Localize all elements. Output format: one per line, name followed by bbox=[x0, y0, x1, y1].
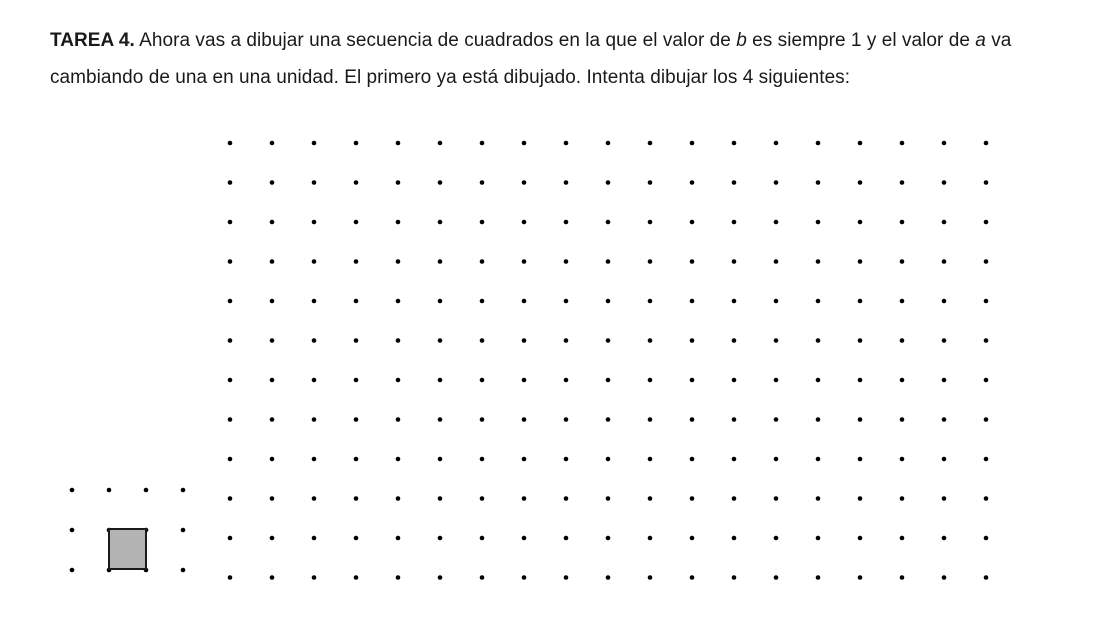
drawing-grid-dot[interactable] bbox=[774, 299, 779, 304]
task-text-part-1: Ahora vas a dibujar una secuencia de cuadrados en la que el valor de bbox=[134, 30, 737, 51]
drawing-grid-dot[interactable] bbox=[438, 417, 443, 422]
drawing-grid-dot[interactable] bbox=[900, 417, 905, 422]
drawing-grid-dot[interactable] bbox=[564, 457, 569, 462]
drawing-grid-dot[interactable] bbox=[564, 575, 569, 580]
drawing-grid-dot[interactable] bbox=[900, 259, 905, 264]
drawing-grid-dot[interactable] bbox=[774, 417, 779, 422]
drawing-grid-dot[interactable] bbox=[858, 338, 863, 343]
drawing-grid-dot[interactable] bbox=[396, 496, 401, 501]
drawing-grid-dot[interactable] bbox=[690, 259, 695, 264]
drawing-grid-dot[interactable] bbox=[396, 378, 401, 383]
drawing-grid-dot[interactable] bbox=[732, 299, 737, 304]
drawing-grid-dot[interactable] bbox=[774, 536, 779, 541]
drawing-grid-dot[interactable] bbox=[438, 220, 443, 225]
drawing-grid-dot[interactable] bbox=[564, 180, 569, 185]
drawing-grid-dot[interactable] bbox=[732, 180, 737, 185]
drawing-grid-dot[interactable] bbox=[228, 220, 233, 225]
example-grid-dot bbox=[107, 488, 112, 493]
drawing-grid-dot[interactable] bbox=[774, 457, 779, 462]
drawing-grid-dot[interactable] bbox=[396, 220, 401, 225]
drawing-grid-dot[interactable] bbox=[522, 180, 527, 185]
drawing-grid-dot[interactable] bbox=[438, 180, 443, 185]
drawing-grid-dot[interactable] bbox=[606, 259, 611, 264]
drawing-grid-dot[interactable] bbox=[354, 457, 359, 462]
drawing-grid-dot[interactable] bbox=[270, 575, 275, 580]
drawing-grid-dot[interactable] bbox=[648, 496, 653, 501]
example-grid-dot bbox=[70, 528, 75, 533]
drawing-grid-dot[interactable] bbox=[354, 141, 359, 146]
drawing-grid-dot[interactable] bbox=[858, 536, 863, 541]
drawing-grid-dot[interactable] bbox=[270, 417, 275, 422]
drawing-grid-dot[interactable] bbox=[312, 575, 317, 580]
drawing-grid-dot[interactable] bbox=[858, 180, 863, 185]
drawing-grid-dot[interactable] bbox=[522, 299, 527, 304]
drawing-grid-dot[interactable] bbox=[228, 378, 233, 383]
drawing-grid-dot[interactable] bbox=[270, 220, 275, 225]
drawing-grid-dot[interactable] bbox=[606, 417, 611, 422]
drawing-grid-dot[interactable] bbox=[858, 259, 863, 264]
drawing-grid-dot[interactable] bbox=[942, 338, 947, 343]
drawing-grid-dot[interactable] bbox=[522, 575, 527, 580]
drawing-grid-dot[interactable] bbox=[858, 141, 863, 146]
drawing-grid-dot[interactable] bbox=[354, 536, 359, 541]
task-text-part-2: es siempre 1 y el valor de bbox=[746, 30, 976, 51]
drawing-grid-dot[interactable] bbox=[480, 575, 485, 580]
drawing-grid-dot[interactable] bbox=[270, 496, 275, 501]
drawing-grid-dot[interactable] bbox=[816, 457, 821, 462]
drawing-grid-dot[interactable] bbox=[690, 575, 695, 580]
drawing-grid-dot[interactable] bbox=[564, 299, 569, 304]
drawing-grid-dot[interactable] bbox=[732, 417, 737, 422]
drawing-grid-dot[interactable] bbox=[774, 378, 779, 383]
drawing-grid-dot[interactable] bbox=[942, 180, 947, 185]
drawing-grid-dot[interactable] bbox=[270, 180, 275, 185]
drawing-grid-dot[interactable] bbox=[396, 141, 401, 146]
drawing-grid-dot[interactable] bbox=[480, 259, 485, 264]
drawing-grid-dot[interactable] bbox=[690, 220, 695, 225]
task-label: TAREA 4. bbox=[50, 30, 135, 51]
drawing-grid-dot[interactable] bbox=[648, 220, 653, 225]
drawing-grid-dot[interactable] bbox=[942, 536, 947, 541]
drawing-grid-dot[interactable] bbox=[522, 417, 527, 422]
drawing-grid-dot[interactable] bbox=[648, 536, 653, 541]
drawing-grid-dot[interactable] bbox=[690, 496, 695, 501]
drawing-grid-dot[interactable] bbox=[816, 338, 821, 343]
drawing-grid-dot[interactable] bbox=[858, 457, 863, 462]
drawing-grid-dot[interactable] bbox=[270, 338, 275, 343]
drawing-grid-dot[interactable] bbox=[648, 338, 653, 343]
drawing-grid-dot[interactable] bbox=[228, 259, 233, 264]
drawing-grid-dot[interactable] bbox=[228, 575, 233, 580]
drawing-grid-dot[interactable] bbox=[774, 180, 779, 185]
drawing-grid-dot[interactable] bbox=[606, 299, 611, 304]
drawing-grid-dot[interactable] bbox=[606, 496, 611, 501]
drawing-grid-dot[interactable] bbox=[732, 141, 737, 146]
drawing-grid-dot[interactable] bbox=[564, 378, 569, 383]
drawing-grid-dot[interactable] bbox=[858, 378, 863, 383]
drawing-grid-dot[interactable] bbox=[984, 299, 989, 304]
drawing-grid-dot[interactable] bbox=[270, 378, 275, 383]
drawing-grid-dot[interactable] bbox=[648, 141, 653, 146]
drawing-grid-dot[interactable] bbox=[312, 259, 317, 264]
drawing-grid-dot[interactable] bbox=[648, 299, 653, 304]
drawing-grid-dot[interactable] bbox=[900, 536, 905, 541]
drawing-grid-dot[interactable] bbox=[480, 180, 485, 185]
drawing-grid-dot[interactable] bbox=[270, 141, 275, 146]
drawing-grid-dot[interactable] bbox=[270, 299, 275, 304]
drawing-grid-dot[interactable] bbox=[354, 299, 359, 304]
drawing-grid-dot[interactable] bbox=[942, 575, 947, 580]
drawing-grid-dot[interactable] bbox=[312, 180, 317, 185]
drawing-grid-dot[interactable] bbox=[648, 378, 653, 383]
drawing-grid-dot[interactable] bbox=[858, 496, 863, 501]
drawing-grid-dot[interactable] bbox=[564, 259, 569, 264]
drawing-grid-dot[interactable] bbox=[312, 457, 317, 462]
drawing-grid-dot[interactable] bbox=[984, 259, 989, 264]
drawing-grid-dot[interactable] bbox=[606, 575, 611, 580]
drawing-grid-dot[interactable] bbox=[564, 338, 569, 343]
drawing-grid-dot[interactable] bbox=[816, 259, 821, 264]
drawing-grid-dot[interactable] bbox=[690, 299, 695, 304]
drawing-grid-dot[interactable] bbox=[900, 338, 905, 343]
drawing-grid-dot[interactable] bbox=[480, 338, 485, 343]
drawing-grid-dot[interactable] bbox=[564, 141, 569, 146]
example-grid-dot bbox=[181, 568, 186, 573]
drawing-grid-dot[interactable] bbox=[228, 299, 233, 304]
drawing-grid-dot[interactable] bbox=[312, 496, 317, 501]
drawing-grid-dot[interactable] bbox=[396, 299, 401, 304]
drawing-grid-dot[interactable] bbox=[774, 259, 779, 264]
drawing-grid-dot[interactable] bbox=[438, 141, 443, 146]
drawing-grid-dot[interactable] bbox=[900, 575, 905, 580]
drawing-grid-dot[interactable] bbox=[984, 496, 989, 501]
drawing-grid-dot[interactable] bbox=[354, 180, 359, 185]
drawing-grid-dot[interactable] bbox=[732, 536, 737, 541]
drawing-grid-dot[interactable] bbox=[900, 180, 905, 185]
drawing-grid-dot[interactable] bbox=[480, 536, 485, 541]
drawing-grid-dot[interactable] bbox=[942, 496, 947, 501]
drawing-grid-dot[interactable] bbox=[354, 220, 359, 225]
drawing-grid-dot[interactable] bbox=[480, 417, 485, 422]
drawing-grid-dot[interactable] bbox=[522, 259, 527, 264]
example-square bbox=[109, 529, 146, 569]
drawing-grid-dot[interactable] bbox=[900, 299, 905, 304]
drawing-grid-dot[interactable] bbox=[774, 575, 779, 580]
drawing-grid-dot[interactable] bbox=[312, 338, 317, 343]
drawing-grid-dot[interactable] bbox=[396, 338, 401, 343]
drawing-grid-dot[interactable] bbox=[816, 417, 821, 422]
drawing-grid-dot[interactable] bbox=[816, 378, 821, 383]
task-text-part-3: va cambiando de una en una unidad. El primero ya está dibujado. Intenta dibujar los 4 siguientes: bbox=[50, 30, 1012, 88]
drawing-grid-dot[interactable] bbox=[774, 338, 779, 343]
drawing-grid-dot[interactable] bbox=[522, 141, 527, 146]
example-grid-dot bbox=[70, 568, 75, 573]
drawing-grid-dot[interactable] bbox=[984, 417, 989, 422]
drawing-grid-dot[interactable] bbox=[648, 417, 653, 422]
drawing-grid-dot[interactable] bbox=[396, 259, 401, 264]
drawing-grid-dot[interactable] bbox=[690, 417, 695, 422]
drawing-grid-dot[interactable] bbox=[732, 496, 737, 501]
drawing-grid-dot[interactable] bbox=[396, 457, 401, 462]
drawing-grid-dot[interactable] bbox=[984, 575, 989, 580]
drawing-grid-dot[interactable] bbox=[648, 575, 653, 580]
drawing-grid-dot[interactable] bbox=[942, 259, 947, 264]
drawing-grid-dot[interactable] bbox=[312, 299, 317, 304]
drawing-grid-dot[interactable] bbox=[690, 338, 695, 343]
drawing-grid-dot[interactable] bbox=[732, 378, 737, 383]
drawing-dot-grid[interactable] bbox=[228, 141, 989, 580]
drawing-grid-dot[interactable] bbox=[354, 338, 359, 343]
drawing-grid-dot[interactable] bbox=[564, 496, 569, 501]
variable-b: b bbox=[736, 30, 747, 51]
drawing-grid-dot[interactable] bbox=[648, 259, 653, 264]
drawing-grid-dot[interactable] bbox=[438, 457, 443, 462]
drawing-grid-dot[interactable] bbox=[816, 220, 821, 225]
drawing-grid-dot[interactable] bbox=[228, 457, 233, 462]
drawing-grid-dot[interactable] bbox=[942, 378, 947, 383]
example-grid-dot bbox=[181, 528, 186, 533]
drawing-grid-dot[interactable] bbox=[606, 378, 611, 383]
drawing-grid-dot[interactable] bbox=[312, 536, 317, 541]
drawing-grid-dot[interactable] bbox=[690, 378, 695, 383]
drawing-grid-dot[interactable] bbox=[438, 496, 443, 501]
drawing-grid-dot[interactable] bbox=[396, 536, 401, 541]
drawing-grid-dot[interactable] bbox=[480, 220, 485, 225]
drawing-grid-dot[interactable] bbox=[228, 338, 233, 343]
drawing-grid-dot[interactable] bbox=[690, 536, 695, 541]
drawing-grid-dot[interactable] bbox=[900, 457, 905, 462]
drawing-grid-dot[interactable] bbox=[816, 180, 821, 185]
drawing-grid-dot[interactable] bbox=[522, 457, 527, 462]
drawing-grid-dot[interactable] bbox=[816, 496, 821, 501]
drawing-grid-dot[interactable] bbox=[648, 457, 653, 462]
drawing-grid-dot[interactable] bbox=[606, 220, 611, 225]
drawing-grid-dot[interactable] bbox=[858, 575, 863, 580]
drawing-grid-dot[interactable] bbox=[480, 496, 485, 501]
drawing-grid-dot[interactable] bbox=[270, 457, 275, 462]
drawing-grid-dot[interactable] bbox=[606, 457, 611, 462]
drawing-grid-dot[interactable] bbox=[354, 575, 359, 580]
drawing-grid-dot[interactable] bbox=[228, 417, 233, 422]
drawing-grid-dot[interactable] bbox=[732, 457, 737, 462]
drawing-grid-dot[interactable] bbox=[312, 141, 317, 146]
drawing-grid-dot[interactable] bbox=[732, 575, 737, 580]
drawing-grid-dot[interactable] bbox=[270, 536, 275, 541]
drawing-grid-dot[interactable] bbox=[354, 259, 359, 264]
drawing-grid-dot[interactable] bbox=[984, 457, 989, 462]
drawing-grid-dot[interactable] bbox=[438, 299, 443, 304]
drawing-grid-dot[interactable] bbox=[732, 338, 737, 343]
drawing-grid-dot[interactable] bbox=[438, 536, 443, 541]
example-grid-dot bbox=[70, 488, 75, 493]
drawing-grid-dot[interactable] bbox=[900, 220, 905, 225]
drawing-grid-dot[interactable] bbox=[690, 180, 695, 185]
drawing-grid-dot[interactable] bbox=[606, 180, 611, 185]
drawing-grid-dot[interactable] bbox=[690, 141, 695, 146]
drawing-grid-dot[interactable] bbox=[900, 496, 905, 501]
drawing-grid-dot[interactable] bbox=[648, 180, 653, 185]
drawing-grid-dot[interactable] bbox=[480, 299, 485, 304]
drawing-grid-dot[interactable] bbox=[354, 496, 359, 501]
drawing-grid-dot[interactable] bbox=[858, 417, 863, 422]
drawing-grid-dot[interactable] bbox=[942, 299, 947, 304]
drawing-grid-dot[interactable] bbox=[774, 496, 779, 501]
drawing-grid-dot[interactable] bbox=[354, 378, 359, 383]
drawing-grid-dot[interactable] bbox=[312, 378, 317, 383]
drawing-grid-dot[interactable] bbox=[816, 536, 821, 541]
drawing-grid-dot[interactable] bbox=[270, 259, 275, 264]
drawing-grid-dot[interactable] bbox=[816, 141, 821, 146]
drawing-grid-dot[interactable] bbox=[228, 496, 233, 501]
drawing-grid-dot[interactable] bbox=[984, 220, 989, 225]
drawing-grid-dot[interactable] bbox=[984, 536, 989, 541]
drawing-grid-dot[interactable] bbox=[228, 536, 233, 541]
drawing-grid-dot[interactable] bbox=[480, 457, 485, 462]
drawing-grid-dot[interactable] bbox=[438, 338, 443, 343]
drawing-grid-dot[interactable] bbox=[522, 536, 527, 541]
drawing-grid-dot[interactable] bbox=[438, 378, 443, 383]
drawing-grid-dot[interactable] bbox=[438, 259, 443, 264]
drawing-grid-dot[interactable] bbox=[396, 575, 401, 580]
drawing-grid-dot[interactable] bbox=[816, 299, 821, 304]
drawing-grid-dot[interactable] bbox=[942, 141, 947, 146]
drawing-grid-dot[interactable] bbox=[984, 180, 989, 185]
drawing-grid-dot[interactable] bbox=[228, 141, 233, 146]
drawing-grid-dot[interactable] bbox=[774, 220, 779, 225]
drawing-grid-dot[interactable] bbox=[522, 496, 527, 501]
drawing-grid-dot[interactable] bbox=[354, 417, 359, 422]
drawing-grid-dot[interactable] bbox=[774, 141, 779, 146]
drawing-grid-dot[interactable] bbox=[984, 141, 989, 146]
drawing-grid-dot[interactable] bbox=[942, 457, 947, 462]
drawing-grid-dot[interactable] bbox=[396, 417, 401, 422]
variable-a: a bbox=[975, 30, 986, 51]
drawing-grid-dot[interactable] bbox=[732, 259, 737, 264]
drawing-grid-dot[interactable] bbox=[522, 378, 527, 383]
drawing-grid-dot[interactable] bbox=[312, 417, 317, 422]
drawing-grid-dot[interactable] bbox=[816, 575, 821, 580]
drawing-grid-dot[interactable] bbox=[690, 457, 695, 462]
drawing-grid-dot[interactable] bbox=[606, 338, 611, 343]
drawing-grid-dot[interactable] bbox=[900, 141, 905, 146]
drawing-grid-dot[interactable] bbox=[942, 220, 947, 225]
drawing-grid-dot[interactable] bbox=[606, 536, 611, 541]
drawing-grid-dot[interactable] bbox=[522, 338, 527, 343]
drawing-grid-dot[interactable] bbox=[858, 299, 863, 304]
drawing-grid-dot[interactable] bbox=[480, 378, 485, 383]
drawing-grid-dot[interactable] bbox=[942, 417, 947, 422]
drawing-grid-dot[interactable] bbox=[564, 536, 569, 541]
drawing-grid-dot[interactable] bbox=[396, 180, 401, 185]
drawing-grid-dot[interactable] bbox=[984, 378, 989, 383]
drawing-grid-dot[interactable] bbox=[606, 141, 611, 146]
drawing-grid-dot[interactable] bbox=[312, 220, 317, 225]
drawing-grid-dot[interactable] bbox=[564, 417, 569, 422]
drawing-grid-dot[interactable] bbox=[900, 378, 905, 383]
drawing-grid-dot[interactable] bbox=[564, 220, 569, 225]
drawing-grid-dot[interactable] bbox=[228, 180, 233, 185]
drawing-grid-dot[interactable] bbox=[480, 141, 485, 146]
example-grid-dot bbox=[181, 488, 186, 493]
drawing-grid-dot[interactable] bbox=[984, 338, 989, 343]
drawing-grid-dot[interactable] bbox=[732, 220, 737, 225]
drawing-grid-dot[interactable] bbox=[522, 220, 527, 225]
drawing-grid-dot[interactable] bbox=[438, 575, 443, 580]
example-grid-dot bbox=[144, 488, 149, 493]
drawing-grid-dot[interactable] bbox=[858, 220, 863, 225]
